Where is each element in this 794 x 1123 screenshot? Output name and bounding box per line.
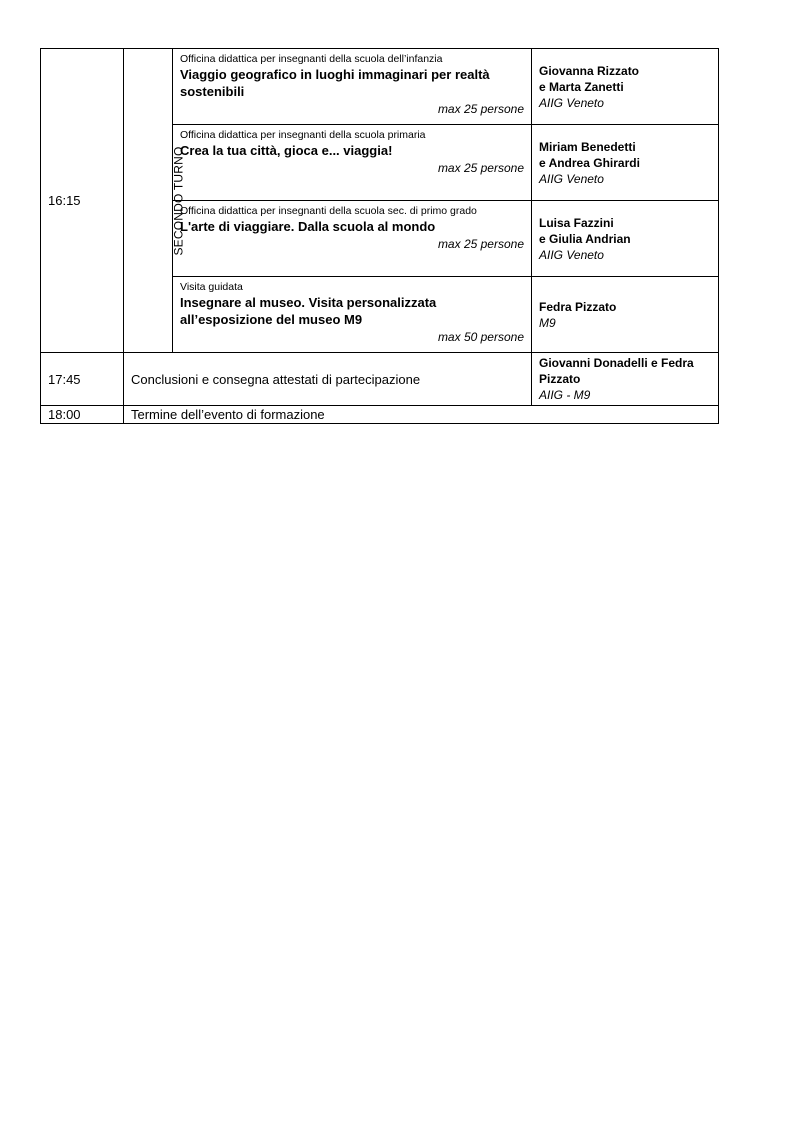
closing-text: Conclusioni e consegna attestati di partecipazione xyxy=(124,353,532,406)
activity-capacity: max 25 persone xyxy=(437,237,524,251)
end-text: Termine dell’evento di formazione xyxy=(124,406,719,424)
activity-title: Crea la tua città, gioca e... viaggia! xyxy=(180,143,393,158)
speaker-name: Giovanni Donadelli e Fedra Pizzato xyxy=(539,356,694,386)
speaker-org: AIIG Veneto xyxy=(539,171,604,186)
time-cell: 18:00 xyxy=(41,406,124,424)
table-row xyxy=(41,353,719,406)
activity-capacity: max 25 persone xyxy=(437,161,524,175)
speaker-org: AIIG Veneto xyxy=(539,247,604,262)
speaker-org: AIIG - M9 xyxy=(539,388,591,402)
activity-capacity: max 25 persone xyxy=(437,102,524,116)
shift-label-cell xyxy=(124,49,186,353)
speaker-cell xyxy=(532,353,719,406)
speaker-cell xyxy=(532,125,719,201)
activity-type: Visita guidata xyxy=(180,281,243,293)
speaker-cell xyxy=(532,201,719,277)
activity-capacity: max 50 persone xyxy=(437,330,524,344)
activity-type: Officina didattica per insegnanti della scuola primaria xyxy=(180,129,426,141)
table-row xyxy=(41,406,719,424)
speaker-cell xyxy=(532,49,719,125)
activity-title: Insegnare al museo. Visita personalizzata all’esposizione del museo M9 xyxy=(180,295,437,327)
activity-type: Officina didattica per insegnanti della scuola dell’infanzia xyxy=(180,53,443,65)
activity-title: L'arte di viaggiare. Dalla scuola al mondo xyxy=(180,219,436,234)
activity-cell xyxy=(173,125,532,201)
speaker-name: e Andrea Ghirardi xyxy=(539,155,640,170)
speaker-name: Giovanna Rizzato xyxy=(539,63,640,78)
speaker-name: Fedra Pizzato xyxy=(539,299,617,314)
shift-label: SECONDO TURNO xyxy=(171,145,186,256)
speaker-cell xyxy=(532,277,719,353)
speaker-name: e Marta Zanetti xyxy=(539,79,624,94)
speaker-org: M9 xyxy=(539,315,556,330)
time-cell: 17:45 xyxy=(41,353,124,406)
schedule-table xyxy=(40,48,719,424)
table-row xyxy=(41,49,719,125)
speaker-name: Luisa Fazzini xyxy=(539,215,614,230)
speaker-name: Miriam Benedetti xyxy=(539,139,636,154)
activity-cell xyxy=(173,201,532,277)
time-cell: 16:15 xyxy=(41,49,124,353)
speaker-org: AIIG Veneto xyxy=(539,95,604,110)
activity-title: Viaggio geografico in luoghi immaginari per realtà sostenibili xyxy=(180,67,490,99)
activity-type: Officina didattica per insegnanti della scuola sec. di primo grado xyxy=(180,205,477,217)
activity-cell xyxy=(173,49,532,125)
speaker-name: e Giulia Andrian xyxy=(539,231,631,246)
activity-cell xyxy=(173,277,532,353)
